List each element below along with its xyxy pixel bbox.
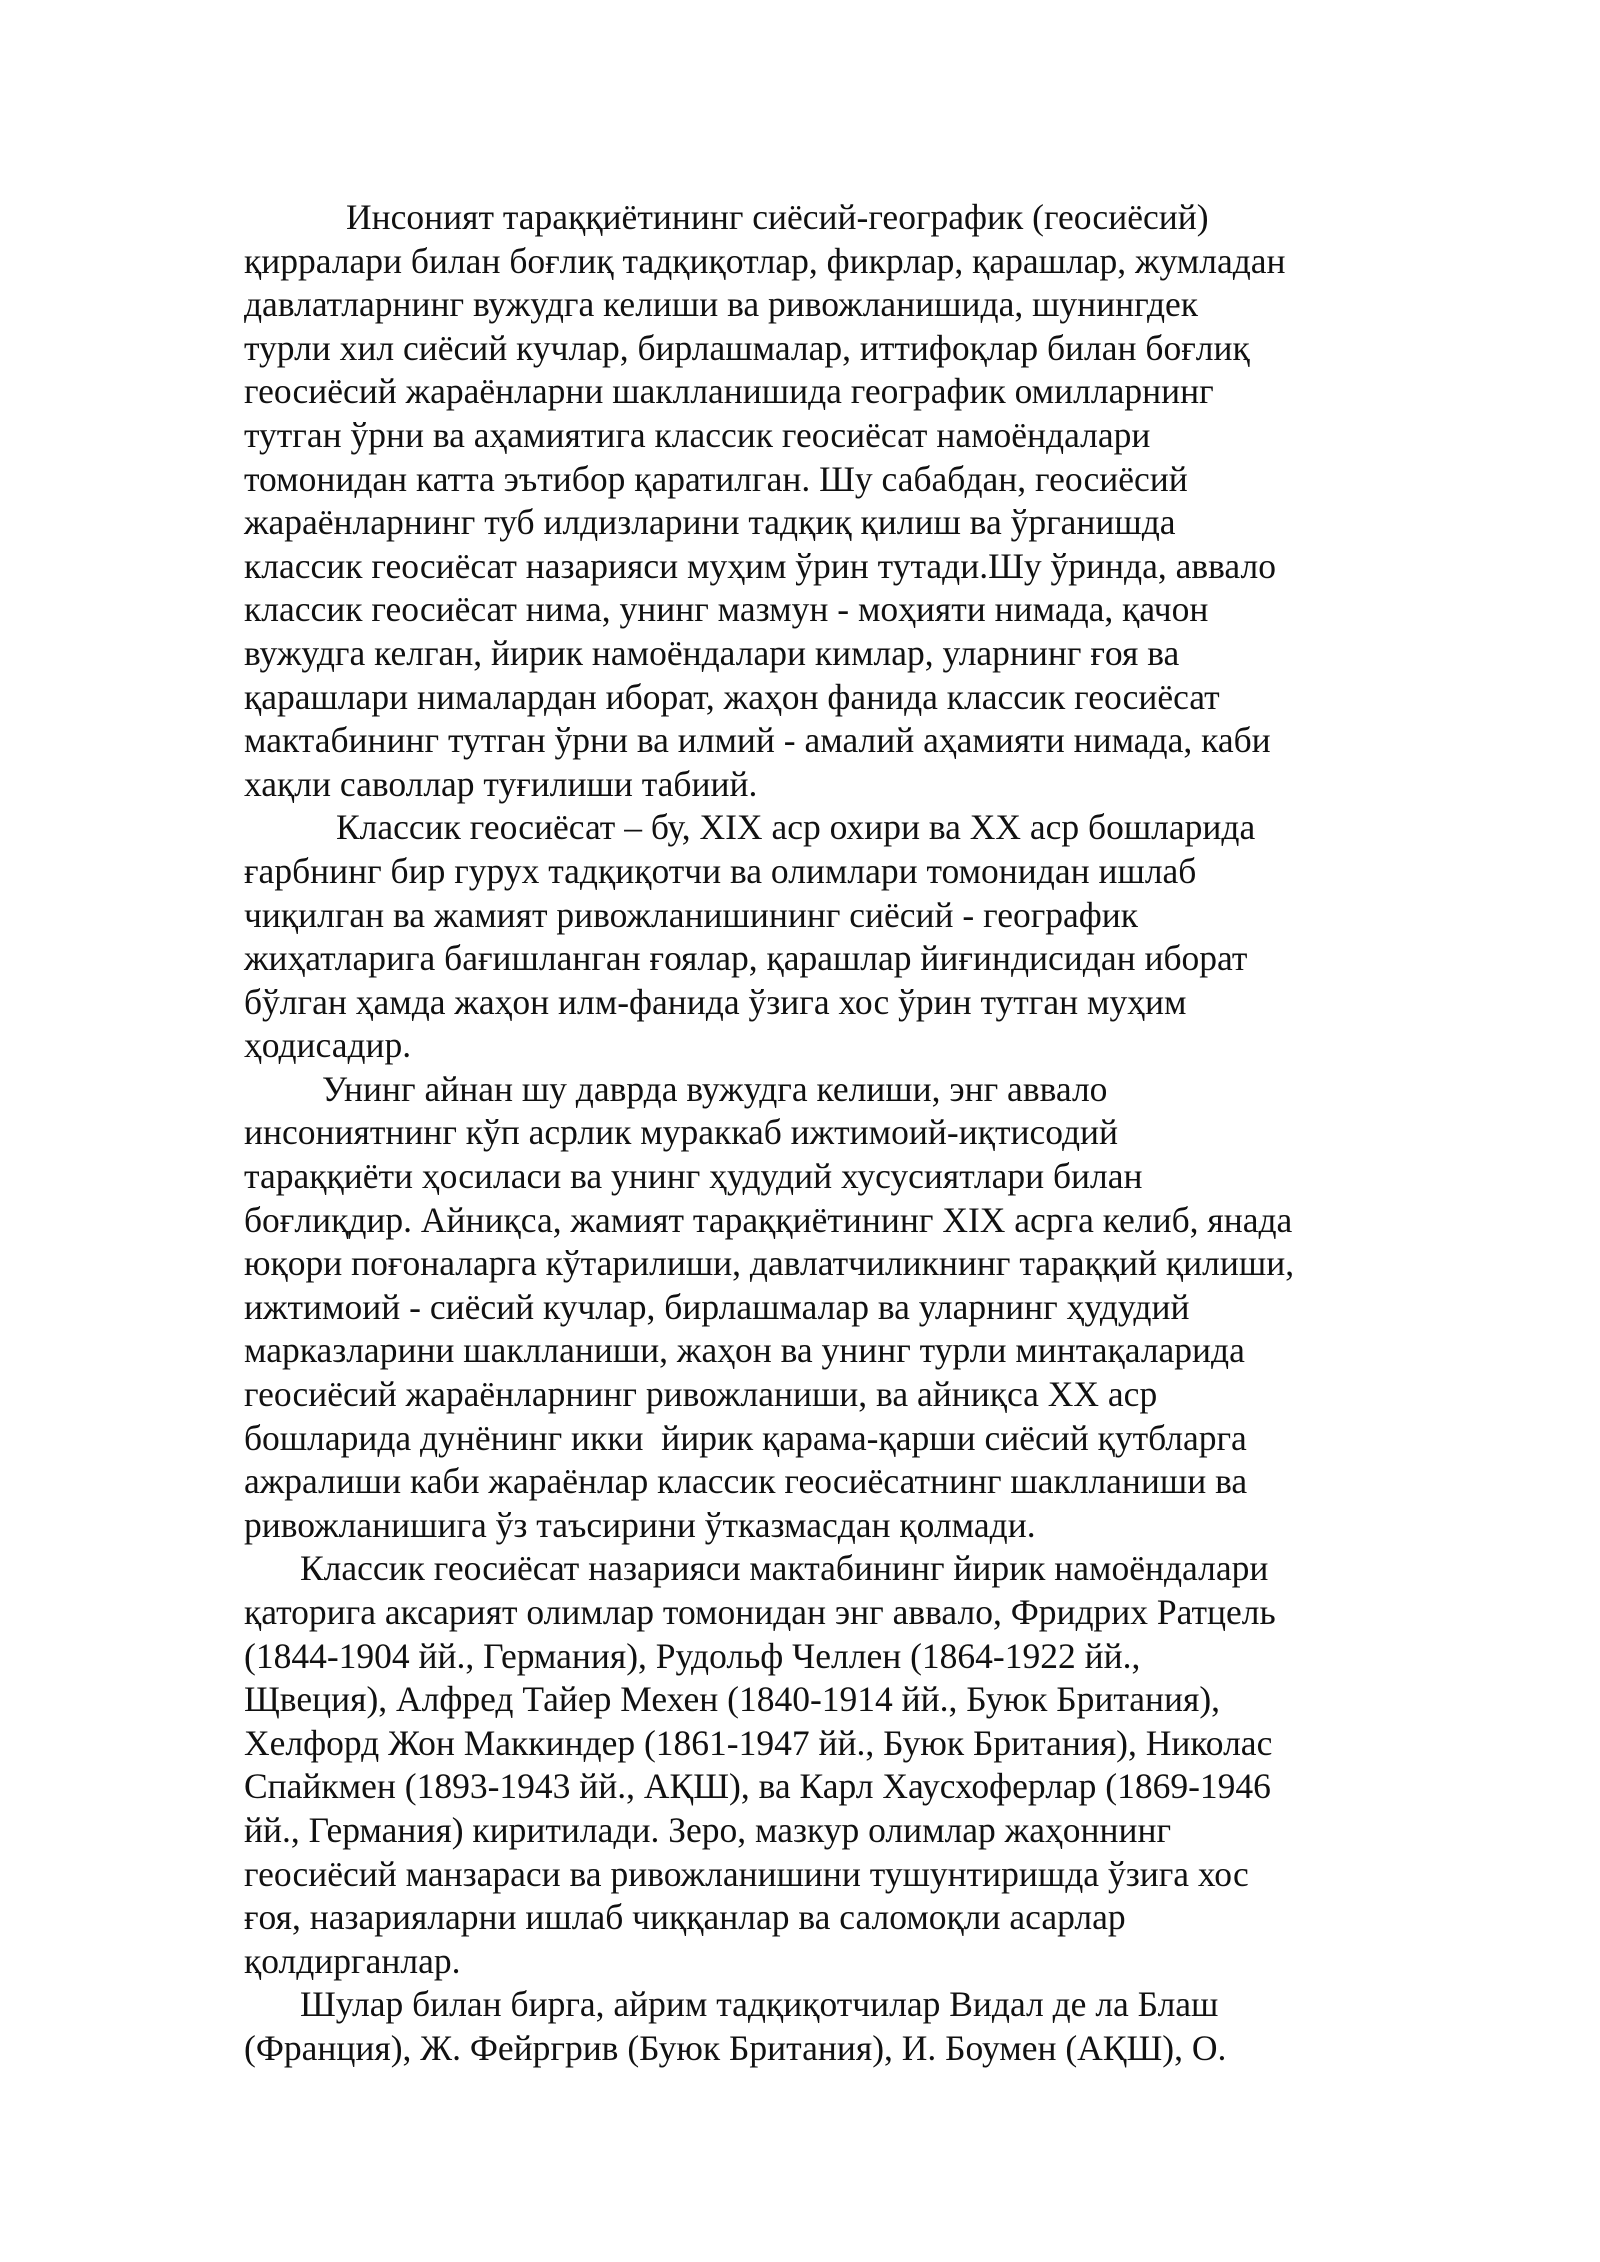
text-line: давлатларнинг вужудга келиши ва ривожланишида, шунингдек [244, 284, 1199, 325]
text-line: турли хил сиёсий кучлар, бирлашмалар, иттифоқлар билан боғлиқ [244, 327, 1250, 368]
text-line: қарашлари нималардан иборат, жаҳон фанида классик геосиёсат [244, 676, 1220, 717]
text-line: Щвеция), Алфред Тайер Мехен (1840-1914 йй., Буюк Британия), [244, 1679, 1221, 1720]
text-line: геосиёсий жараёнларнинг ривожланиши, ва айниқса XX аср [244, 1374, 1158, 1415]
text-line: вужудга келган, йирик намоёндалари кимлар, уларнинг ғоя ва [244, 632, 1180, 673]
text-line: қаторига аксарият олимлар томонидан энг аввало, Фридрих Ратцель [244, 1592, 1276, 1632]
text-line: (1844-1904 йй., Германия), Рудольф Челлен (1864-1922 йй., [244, 1635, 1141, 1676]
text-line: йй., Германия) киритилади. Зеро, мазкур олимлар жаҳоннинг [244, 1809, 1172, 1850]
text-line: бўлган ҳамда жаҳон илм-фанида ўзига хос ўрин тутган муҳим [244, 981, 1187, 1022]
text-line: қирралари билан боғлиқ тадқиқотлар, фикрлар, қарашлар, жумладан [244, 240, 1286, 281]
text-line: (Франция), Ж. Фейргрив (Буюк Британия), И. Боумен (АҚШ), О. [244, 2027, 1227, 2068]
text-line: классик геосиёсат назарияси муҳим ўрин тутади.Шу ўринда, аввало [244, 545, 1276, 586]
body-text [244, 196, 1384, 2071]
text-line: Классик геосиёсат назарияси мактабининг йирик намоёндалари [300, 1548, 1269, 1589]
text-line: ривожланишига ўз таъсирини ўтказмасдан қолмади. [244, 1504, 1036, 1545]
text-line: жиҳатларига бағишланган ғоялар, қарашлар йиғиндисидан иборат [244, 938, 1248, 979]
text-line: жараёнларнинг туб илдизларини тадқиқ қилиш ва ўрганишда [244, 502, 1176, 543]
text-line: Хелфорд Жон Маккиндер (1861-1947 йй., Буюк Британия), Николас [244, 1722, 1273, 1763]
text-line: ғарбнинг бир гурух тадқиқотчи ва олимлари томонидан ишлаб [244, 850, 1197, 891]
text-line: марказларини шаклланиши, жаҳон ва унинг турли минтақаларида [244, 1330, 1245, 1371]
text-line: ҳодисадир. [244, 1025, 412, 1066]
text-line: Унинг айнан шу даврда вужудга келиши, энг аввало [322, 1068, 1108, 1109]
text-line: Шулар билан бирга, айрим тадқиқотчилар Видал де ла Блаш [300, 1984, 1219, 2025]
text-line: ғоя, назарияларни ишлаб чиққанлар ва саломоқли асарлар [244, 1897, 1126, 1938]
text-line: инсониятнинг кўп асрлик мураккаб ижтимоий-иқтисодий [244, 1112, 1119, 1153]
text-line: томонидан катта эътибор қаратилган. Шу сабабдан, геосиёсий [244, 458, 1188, 499]
text-line: бошларида дунёнинг икки йирик қарама-қарши сиёсий қутбларга [244, 1417, 1247, 1458]
text-line: юқори поғоналарга кўтарилиши, давлатчиликнинг тараққий қилиши, [244, 1243, 1295, 1284]
text-line: тутган ўрни ва аҳамиятига классик геосиёсат намоёндалари [244, 414, 1151, 455]
text-line: тараққиёти ҳосиласи ва унинг ҳудудий хусусиятлари билан [244, 1156, 1143, 1197]
text-line: Классик геосиёсат – бу, XIX аср охири ва XX аср бошларида [336, 807, 1256, 848]
text-line: ижтимоий - сиёсий кучлар, бирлашмалар ва уларнинг ҳудудий [244, 1286, 1190, 1327]
text-line: чиқилган ва жамият ривожланишининг сиёсий - географик [244, 894, 1139, 935]
text-line: Инсоният тараққиётининг сиёсий-географик (геосиёсий) [346, 197, 1209, 237]
text-line: геосиёсий жараёнларни шаклланишида географик омилларнинг [244, 371, 1214, 412]
text-line: қолдирганлар. [244, 1940, 461, 1981]
text-line: геосиёсий манзараси ва ривожланишини тушунтиришда ўзига хос [244, 1853, 1249, 1894]
text-line: классик геосиёсат нима, унинг мазмун - моҳияти нимада, қачон [244, 589, 1209, 630]
text-line: Спайкмен (1893-1943 йй., АҚШ), ва Карл Хаусхоферлар (1869-1946 [244, 1766, 1271, 1807]
text-line: боғлиқдир. Айниқса, жамият тараққиётининг XIX асрга келиб, янада [244, 1199, 1293, 1240]
text-line: хақли саволлар туғилиши табиий. [244, 763, 758, 804]
text-line: мактабининг тутган ўрни ва илмий - амалий аҳамияти нимада, каби [244, 720, 1271, 761]
text-line: ажралиши каби жараёнлар классик геосиёсатнинг шаклланиши ва [244, 1461, 1248, 1502]
